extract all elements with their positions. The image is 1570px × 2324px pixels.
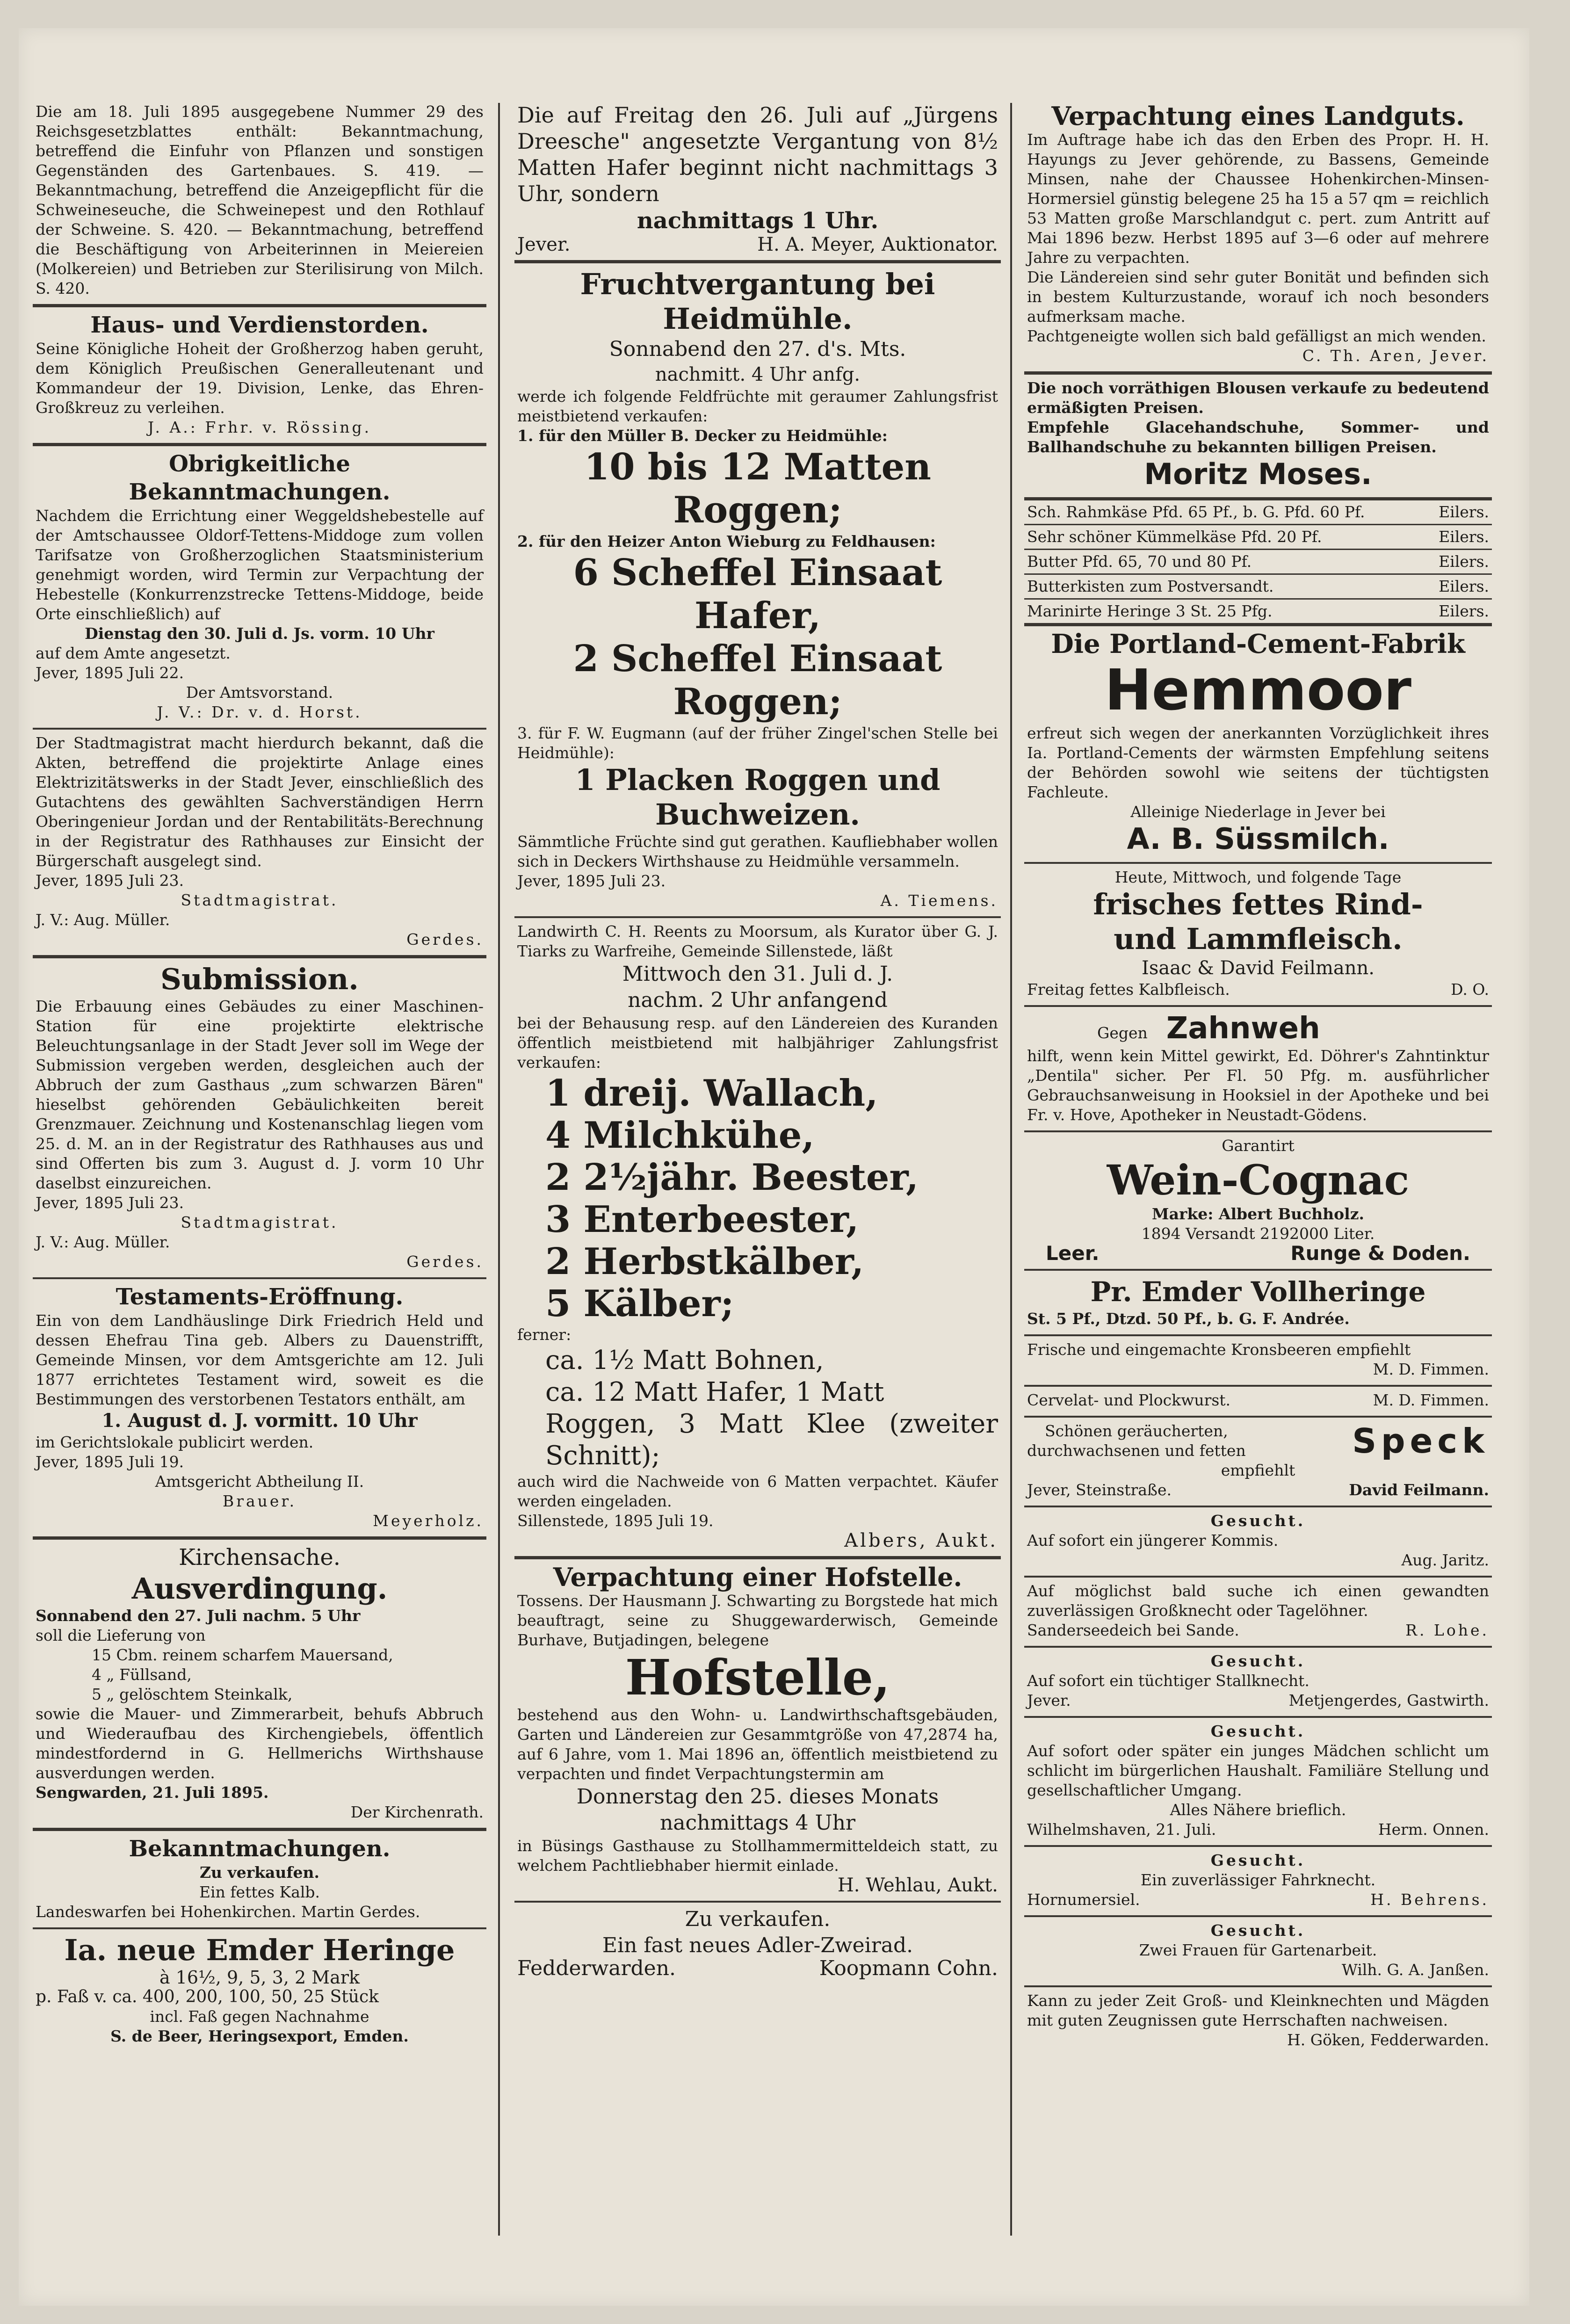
notice-text: in Büsings Gasthause zu Stollhammermitteldeich statt, zu welchem Pachtliebhaber hiermit einlade. xyxy=(517,1837,998,1875)
ad-brand: Hemmoor xyxy=(1105,658,1411,723)
notice-time: nachmittags 1 Uhr. xyxy=(637,208,879,234)
notice-item: ca. 12 Matt Hafer, 1 Matt xyxy=(545,1377,884,1407)
ad-text: à 16½, 9, 5, 3, 2 Mark xyxy=(159,1967,360,1988)
notice-hofstelle xyxy=(514,1559,1001,1903)
notice-text: Der Stadtmagistrat macht hierdurch bekannt, daß die Akten, betreffend die projektirte Anlage eines Elektrizitätswerks in der Stadt Jever, einschließlich des Gutachtens des gewählten Sachverständigen Herrn Oberingenieur Jordan und der Rentabilitäts-Berechnung in der Registratur des Rathhauses zur Einsicht der Bürgerschaft ausgelegt sind. xyxy=(36,734,484,870)
notice-title: Verpachtung einer Hofstelle. xyxy=(553,1562,962,1592)
newspaper-page xyxy=(19,28,1529,2306)
notice-subtitle: Zu verkaufen. xyxy=(199,1863,320,1882)
notice-signature: Meyerholz. xyxy=(373,1512,484,1530)
notice-text: im Gerichtslokale publicirt werden. xyxy=(36,1433,314,1451)
list-item: 1 dreij. Wallach, xyxy=(545,1072,878,1115)
ad-gesindevermittlung xyxy=(1024,1987,1492,2056)
ad-gesucht-1 xyxy=(1024,1507,1492,1578)
notice-signature: Brauer. xyxy=(222,1492,297,1510)
notice-time: nachmitt. 4 Uhr anfg. xyxy=(655,364,861,385)
notice-text: Sämmtliche Früchte sind gut gerathen. Kaufliebhaber wollen sich in Deckers Wirthshause zu Heidmühle versammeln. xyxy=(517,833,998,870)
notice-item: 2 Scheffel Einsaat xyxy=(573,637,942,680)
notice-subhead: 1. für den Müller B. Decker zu Heidmühle: xyxy=(517,427,888,445)
ad-signature: Aug. Jaritz. xyxy=(1401,1551,1489,1569)
ad-text: Zwei Frauen für Gartenarbeit. xyxy=(1139,1941,1377,1959)
ad-title: Gesucht. xyxy=(1210,1851,1306,1869)
notice-text: Landwirth C. H. Reents zu Moorsum, als Kurator über G. J. Tiarks zu Warfreihe, Gemeinde Sillenstede, läßt xyxy=(517,922,998,960)
price-list xyxy=(1024,500,1492,626)
notice-place-date: Jever, 1895 Juli 23. xyxy=(36,871,184,890)
notice-text: bestehend aus den Wohn- u. Landwirthschaftsgebäuden, Garten und Ländereien zur Gesammtgröße von 47,2874 ha, auf 6 Jahre, vom 1. Mai 1896 an, öffentlich meistbietend zu verpachten und findet Verpachtungstermin am xyxy=(517,1706,998,1783)
livestock-list xyxy=(517,1072,998,1325)
notice-signature: Gerdes. xyxy=(406,1252,484,1271)
ad-title: Pr. Emder Vollheringe xyxy=(1090,1276,1426,1308)
notice-testament xyxy=(33,1279,486,1540)
notice-text: Tossens. Der Hausmann J. Schwarting zu Borgstede hat mich beauftragt, seine zu Shuggewarderwisch, Gemeinde Burhave, Butjadingen, belegene xyxy=(517,1592,998,1649)
ad-text: Cervelat- und Plockwurst. xyxy=(1027,1391,1231,1409)
notice-submission xyxy=(33,958,486,1279)
list-item: 2 2½jähr. Beester, xyxy=(545,1156,919,1199)
ad-text: St. 5 Pf., Dtzd. 50 Pf., b. G. F. Andrée. xyxy=(1027,1310,1350,1328)
notice-signature: Der Amtsvorstand. xyxy=(186,683,333,702)
signature-row xyxy=(1027,1621,1489,1640)
ad-signature: Wilh. G. A. Janßen. xyxy=(1341,1961,1489,1979)
notice-orden xyxy=(33,307,486,446)
signature-row xyxy=(1027,980,1489,999)
ad-text: Gegen xyxy=(1097,1024,1148,1042)
ad-title: Zahnweh xyxy=(1166,1011,1320,1046)
notice-item: Roggen; xyxy=(673,681,842,723)
ad-text: Marke: Albert Buchholz. xyxy=(1152,1205,1364,1223)
ad-signature: H. Behrens. xyxy=(1370,1890,1489,1909)
ad-title: Die Portland-Cement-Fabrik xyxy=(1051,629,1465,659)
ad-text: Freitag fettes Kalbfleisch. xyxy=(1027,980,1230,999)
ad-place: Leer. xyxy=(1046,1242,1100,1265)
notice-signature: C. Th. Aren, Jever. xyxy=(1302,347,1489,365)
ad-text: Ein zuverlässiger Fahrknecht. xyxy=(1140,1871,1376,1889)
notice-item: Buchweizen. xyxy=(655,797,860,832)
notice-text: Die auf Freitag den 26. Juli auf „Jürgens Dreesche" angesetzte Vergantung von 8½ Matten Hafer beginnt nicht nachmittags 3 Uhr, sondern xyxy=(517,102,998,206)
notice-place-date: Sillenstede, 1895 Juli 19. xyxy=(517,1512,714,1530)
notice-text: soll die Lieferung von xyxy=(36,1626,206,1644)
ad-text: empfiehlt xyxy=(1221,1461,1295,1479)
ad-place: Wilhelmshaven, 21. Juli. xyxy=(1027,1820,1216,1839)
ad-fimmen-wurst xyxy=(1024,1387,1492,1418)
ad-signature: S. de Beer, Heringsexport, Emden. xyxy=(110,2027,409,2045)
price-seller: Eilers. xyxy=(1439,602,1489,620)
ad-text: Auf sofort oder später ein junges Mädchen schlicht um schlicht im bürgerlichen Haushalt. Familiäre Stellung und gesellschaftlicher Umgang. xyxy=(1027,1742,1489,1799)
notice-date: Dienstag den 30. Juli d. Js. vorm. 10 Uhr xyxy=(85,624,434,643)
list-item: 3 Enterbeester, xyxy=(545,1198,859,1241)
notice-zweirad xyxy=(514,1903,1001,1984)
notice-landwirth xyxy=(514,918,1001,1559)
price-row xyxy=(1024,600,1492,626)
notice-text: Seine Königliche Hoheit der Großherzog haben geruht, dem Königlich Preußischen Generalleutenant und Kommandeur der 19. Division, Lenke, das Ehren-Großkreuz zu verleihen. xyxy=(36,340,484,417)
ad-title: Gesucht. xyxy=(1210,1722,1306,1740)
notice-date: 1. August d. J. vormitt. 10 Uhr xyxy=(101,1410,418,1432)
ad-speck xyxy=(1024,1418,1492,1507)
notice-title: Ausverdingung. xyxy=(131,1571,388,1606)
signature-row xyxy=(1027,1820,1489,1839)
notice-text: sowie die Mauer- und Zimmerarbeit, behufs Abbruch und Wiederaufbau des Kirchengiebels, öffentlich mindestfordernd in G. Hellmerichs Wirthshause ausverdungen werden. xyxy=(36,1705,484,1782)
ad-title: Gesucht. xyxy=(1210,1921,1306,1940)
ad-text: Auf möglichst bald suche ich einen gewandten zuverlässigen Großknecht oder Tagelöhner. xyxy=(1027,1582,1489,1620)
notice-title: Zu verkaufen. xyxy=(685,1907,831,1931)
ad-gesucht-3 xyxy=(1024,1648,1492,1718)
ad-vollheringe xyxy=(1024,1271,1492,1336)
notice-place-date: Jever, 1895 Juli 19. xyxy=(36,1453,184,1471)
price-row xyxy=(1024,550,1492,575)
list-item: 4 Milchkühe, xyxy=(545,1114,815,1157)
notice-signature: H. Wehlau, Aukt. xyxy=(837,1875,998,1896)
ad-fimmen-kronsbeeren xyxy=(1024,1336,1492,1387)
signature-row xyxy=(1027,1890,1489,1910)
ad-text: incl. Faß gegen Nachnahme xyxy=(150,2007,369,2026)
notice-text: Ein fast neues Adler-Zweirad. xyxy=(602,1933,913,1957)
notice-text: Die am 18. Juli 1895 ausgegebene Nummer 29 des Reichsgesetzblattes enthält: Bekanntmachung, betreffend die Einfuhr von Pflanzen und sonstigen Gegenständen des Gartenbaues. S. 419. — Bekanntmachung, betreffend die Anzeigepflicht für die Schweineseuche, die Schweinepest und den Rothlauf der Schweine. S. 420. — Bekanntmachung, betreffend die Beschäftigung von Arbeiterinnen in Meiereien (Molkereien) und Betrieben zur Sterilisirung von Milch. S. 420. xyxy=(36,102,484,297)
notice-place: Fedderwarden. xyxy=(517,1956,676,1980)
price-seller: Eilers. xyxy=(1439,552,1489,571)
column-1 xyxy=(33,98,486,2052)
ad-text: Schönen geräucherten, xyxy=(1045,1422,1228,1440)
price-row xyxy=(1024,525,1492,550)
list-item: 2 Herbstkälber, xyxy=(545,1240,864,1283)
signature-row xyxy=(1027,1691,1489,1710)
ad-title: Wein-Cognac xyxy=(1107,1156,1410,1204)
notice-title: Verpachtung eines Landguts. xyxy=(1051,101,1465,131)
list-item: 4 „ Füllsand, xyxy=(92,1665,192,1684)
notice-signature: Albers, Aukt. xyxy=(844,1530,998,1551)
ad-text: erfreut sich wegen der anerkannten Vorzüglichkeit ihres Ia. Portland-Cements der wärmsten Empfehlung seitens der Behörden sowohl wie seitens der tüchtigsten Fachleute. xyxy=(1027,724,1489,801)
notice-text: Landeswarfen bei Hohenkirchen. Martin Gerdes. xyxy=(36,1903,420,1921)
ad-moritz-moses xyxy=(1024,375,1492,500)
price-row xyxy=(1024,575,1492,600)
column-rule xyxy=(1010,103,1012,2236)
ad-text: p. Faß v. ca. 400, 200, 100, 50, 25 Stück xyxy=(36,1987,379,2006)
ad-title: Speck xyxy=(1352,1421,1489,1461)
notice-time: nachm. 2 Uhr anfangend xyxy=(628,988,888,1012)
notice-text: bei der Behausung resp. auf den Ländereien des Kuranden öffentlich meistbietend mit halbjähriger Zahlungsfrist verkaufen: xyxy=(517,1014,998,1072)
notice-item: Roggen; xyxy=(673,489,842,531)
notice-text: werde ich folgende Feldfrüchte mit geraumer Zahlungsfrist meistbietend verkaufen: xyxy=(517,387,998,425)
ad-text: Kann zu jeder Zeit Groß- und Kleinknechten und Mägden mit guten Zeugnissen gute Herrschaften nachweisen. xyxy=(1027,1991,1489,2029)
ad-text: Alles Nähere brieflich. xyxy=(1170,1801,1346,1819)
signature-row xyxy=(1027,1480,1489,1500)
column-rule xyxy=(498,103,500,2236)
ad-title: Gesucht. xyxy=(1210,1512,1306,1530)
notice-text: auf dem Amte angesetzt. xyxy=(36,644,231,662)
notice-reichsgesetzblatt xyxy=(33,98,486,307)
ad-portland-cement xyxy=(1024,626,1492,864)
notice-text: Pachtgeneigte wollen sich bald gefälligst an mich wenden. xyxy=(1027,327,1486,345)
notice-title: Submission. xyxy=(160,962,359,996)
notice-text: Die Ländereien sind sehr guter Bonität und befinden sich in bestem Kulturzustande, worauf ich noch besonders aufmerksam mache. xyxy=(1027,268,1489,326)
ad-title: Moritz Moses. xyxy=(1144,457,1372,491)
ad-signature: M. D. Fimmen. xyxy=(1373,1360,1489,1378)
notice-date: Donnerstag den 25. dieses Monats xyxy=(576,1785,939,1809)
ad-text: Frische und eingemachte Kronsbeeren empfiehlt xyxy=(1027,1340,1411,1359)
ad-signature: Isaac & David Feilmann. xyxy=(1142,957,1375,979)
notice-text: auch wird die Nachweide von 6 Matten verpachtet. Käufer werden eingeladen. xyxy=(517,1472,998,1510)
notice-signature: Der Kirchenrath. xyxy=(350,1803,484,1821)
notice-big: Hofstelle, xyxy=(625,1649,890,1706)
ad-place: Sanderseedeich bei Sande. xyxy=(1027,1621,1239,1639)
ad-text: Die noch vorräthigen Blousen verkaufe zu bedeutend ermäßigten Preisen. xyxy=(1027,379,1489,417)
notice-signature: Stadtmagistrat. xyxy=(181,1213,339,1231)
ad-title: und Lammfleisch. xyxy=(1114,922,1403,956)
ad-text: Empfehle Glacehandschuhe, Sommer- und Ballhandschuhe zu bekannten billigen Preisen. xyxy=(1027,418,1489,456)
notice-date: Sonnabend den 27. d's. Mts. xyxy=(609,337,906,361)
ad-signature: R. Lohe. xyxy=(1405,1621,1489,1639)
notice-place-date: Jever, 1895 Juli 23. xyxy=(517,872,666,890)
ad-signature: Herm. Onnen. xyxy=(1378,1820,1489,1839)
notice-item: 6 Scheffel Einsaat xyxy=(573,551,942,594)
notice-signature: Koopmann Cohn. xyxy=(819,1956,998,1980)
notice-date: Sonnabend den 27. Juli nachm. 5 Uhr xyxy=(36,1607,361,1625)
notice-place-date: Jever, 1895 Juli 23. xyxy=(36,1194,184,1212)
notice-text: Ein von dem Landhäuslinge Dirk Friedrich Held und dessen Ehefrau Tina geb. Albers zu Dauenstrifft, Gemeinde Minsen, vor dem Amtsgerichte am 12. Juli 1877 errichtetes Testament wird, soweit es die Bestimmungen des verstorbenen Testators enthält, am xyxy=(36,1311,484,1408)
ad-text: Auf sofort ein jüngerer Kommis. xyxy=(1027,1531,1279,1549)
price-item: Sch. Rahmkäse Pfd. 65 Pf., b. G. Pfd. 60 Pf. xyxy=(1027,503,1365,521)
notice-title: Haus- und Verdienstorden. xyxy=(90,312,429,338)
notice-vergantung xyxy=(514,98,1001,263)
ad-gesucht-4 xyxy=(1024,1718,1492,1847)
ad-signature: Metjengerdes, Gastwirth. xyxy=(1288,1691,1489,1709)
ad-text: hilft, wenn kein Mittel gewirkt, Ed. Döhrer's Zahntinktur „Dentila" sicher. Per Fl. 50 Pfg. m. ausführlicher Gebrauchsanweisung in Hooksiel in der Apotheke und bei Fr. v. Hove, Apotheker in Neustadt-Gödens. xyxy=(1027,1047,1489,1124)
ad-text: Auf sofort ein tüchtiger Stallknecht. xyxy=(1027,1672,1310,1690)
notice-label: ferner: xyxy=(517,1325,572,1344)
signature-row xyxy=(1027,1390,1489,1410)
notice-kirchensache xyxy=(33,1540,486,1831)
notice-item: 10 bis 12 Matten xyxy=(584,446,931,488)
price-item: Butter Pfd. 65, 70 und 80 Pf. xyxy=(1027,552,1252,571)
ad-text: Heute, Mittwoch, und folgende Tage xyxy=(1114,868,1402,886)
notice-subhead: 2. für den Heizer Anton Wieburg zu Feldhausen: xyxy=(517,532,936,550)
ad-text: durchwachsenen und fetten xyxy=(1027,1441,1246,1460)
list-item: 5 Kälber; xyxy=(545,1282,734,1325)
column-3 xyxy=(1024,98,1492,2056)
ad-title: Ia. neue Emder Heringe xyxy=(64,1933,455,1967)
notice-signature: A. Tiemens. xyxy=(880,891,998,910)
notice-signature: J. V.: Aug. Müller. xyxy=(36,911,170,929)
ad-signature: A. B. Süssmilch. xyxy=(1127,822,1389,856)
price-item: Butterkisten zum Postversandt. xyxy=(1027,577,1274,595)
ad-gesucht-5 xyxy=(1024,1847,1492,1917)
price-seller: Eilers. xyxy=(1439,528,1489,546)
notice-obrigkeit xyxy=(33,446,486,730)
notice-title: Bekanntmachungen. xyxy=(129,1836,391,1862)
notice-place-date: Jever, 1895 Juli 22. xyxy=(36,664,184,682)
price-item: Marinirte Heringe 3 St. 25 Pfg. xyxy=(1027,602,1273,620)
ad-signature: Runge & Doden. xyxy=(1290,1242,1470,1265)
notice-item: 1 Placken Roggen und xyxy=(575,763,941,797)
notice-fruchtvergantung xyxy=(514,263,1001,918)
notice-subhead: 3. für F. W. Eugmann (auf der früher Zingel'schen Stelle bei Heidmühle): xyxy=(517,724,998,762)
ad-heading xyxy=(1027,1421,1489,1461)
signature-row xyxy=(517,1956,998,1980)
list-item: 5 „ gelöschtem Steinkalk, xyxy=(92,1685,293,1703)
notice-place: Jever. xyxy=(517,234,571,255)
notice-title: Fruchtvergantung bei Heidmühle. xyxy=(580,267,935,336)
ad-text: Alleinige Niederlage in Jever bei xyxy=(1130,803,1386,821)
ad-lead xyxy=(1027,1421,1246,1461)
ad-text: Garantirt xyxy=(1222,1137,1295,1155)
notice-time: nachmittags 4 Uhr xyxy=(659,1811,856,1835)
ad-text: 1894 Versandt 2192000 Liter. xyxy=(1141,1224,1375,1243)
notice-signature: H. A. Meyer, Auktionator. xyxy=(757,234,998,255)
ad-title: Gesucht. xyxy=(1210,1652,1306,1670)
price-seller: Eilers. xyxy=(1439,503,1489,521)
ad-gesucht-6 xyxy=(1024,1917,1492,1987)
list-item: 15 Cbm. reinem scharfem Mauersand, xyxy=(92,1646,393,1664)
notice-item: Hafer, xyxy=(695,594,821,637)
price-row xyxy=(1024,500,1492,525)
ad-wein-cognac xyxy=(1024,1132,1492,1271)
signature-row xyxy=(1027,1244,1489,1263)
notice-title: Obrigkeitliche Bekanntmachungen. xyxy=(129,451,391,505)
ad-zahnweh xyxy=(1024,1007,1492,1132)
price-item: Sehr schöner Kümmelkäse Pfd. 20 Pf. xyxy=(1027,528,1322,546)
ad-signature: David Feilmann. xyxy=(1349,1481,1489,1499)
notice-item: Roggen, 3 Matt Klee (zweiter Schnitt); xyxy=(545,1409,998,1471)
notice-signature: Stadtmagistrat. xyxy=(181,891,339,909)
notice-landgut xyxy=(1024,98,1492,375)
notice-place-date: Sengwarden, 21. Juli 1895. xyxy=(36,1783,269,1802)
ad-fleisch xyxy=(1024,864,1492,1007)
price-seller: Eilers. xyxy=(1439,577,1489,595)
notice-signature: Gerdes. xyxy=(406,930,484,948)
notice-signature: J. A.: Frhr. v. Rössing. xyxy=(147,418,372,436)
ad-place: Hornumersiel. xyxy=(1027,1890,1140,1909)
ad-title: frisches fettes Rind- xyxy=(1093,887,1423,921)
ad-signature: H. Göken, Fedderwarden. xyxy=(1287,2031,1489,2049)
notice-signature: Amtsgericht Abtheilung II. xyxy=(155,1472,364,1491)
signature-row xyxy=(517,235,998,254)
notice-title: Kirchensache. xyxy=(179,1544,340,1571)
notice-signature: J. V.: Aug. Müller. xyxy=(36,1233,170,1251)
notice-text: Nachdem die Errichtung einer Weggeldshebestelle auf der Amtschaussee Oldorf-Tettens-Middoge zum vollen Tarifsatze von Großherzoglichen Staatsministerium genehmigt worden, wird Termin zur Verpachtung der Hebestelle (Konkurrenzstrecke Tettens-Middoge, beide Orte einschließlich) auf xyxy=(36,507,484,623)
notice-stadtmagistrat xyxy=(33,730,486,958)
notice-signature: J. V.: Dr. v. d. Horst. xyxy=(157,703,362,721)
notice-text: Im Auftrage habe ich das den Erben des Propr. H. H. Hayungs zu Jever gehörende, zu Bassens, Gemeinde Minsen, nahe der Chaussee Hohenkirchen-Minsen-Hormersiel günstig belegene 25 ha 15 a 57 qm = reichlich 53 Matten große Marschlandgut c. pert. zum Antritt auf Mai 1896 bezw. Herbst 1895 auf 3—6 oder auf mehrere Jahre zu verpachten. xyxy=(1027,130,1489,267)
notice-title: Testaments-Eröffnung. xyxy=(116,1284,404,1310)
ad-emder-heringe xyxy=(33,1929,486,2052)
ad-heading xyxy=(1027,1011,1489,1046)
notice-date: Mittwoch den 31. Juli d. J. xyxy=(622,962,893,986)
notice-text: Die Erbauung eines Gebäudes zu einer Maschinen-Station für eine projektirte elektrische Beleuchtungsanlage in der Stadt Jever soll im Wege der Submission vergeben werden, desgleichen auch der Abbruch der zum Gasthaus „zum schwarzen Bären" hieselbst gehörenden Gebäulichkeiten bereit Grenzmauer. Zeichnung und Kostenanschlag liegen vom 25. d. M. an in der Registratur des Rathhauses aus und sind Offerten bis zum 3. August d. J. vorm 10 Uhr daselbst einzureichen. xyxy=(36,997,484,1192)
notice-item: ca. 1½ Matt Bohnen, xyxy=(545,1345,824,1376)
ad-grossknecht xyxy=(1024,1578,1492,1648)
ad-signature: M. D. Fimmen. xyxy=(1373,1391,1489,1409)
ad-signature: D. O. xyxy=(1451,980,1489,999)
ad-place: Jever. xyxy=(1027,1691,1071,1709)
notice-bekanntmachungen xyxy=(33,1831,486,1929)
column-2 xyxy=(514,98,1001,1984)
notice-text: Ein fettes Kalb. xyxy=(199,1883,320,1901)
ad-place: Jever, Steinstraße. xyxy=(1027,1481,1172,1499)
